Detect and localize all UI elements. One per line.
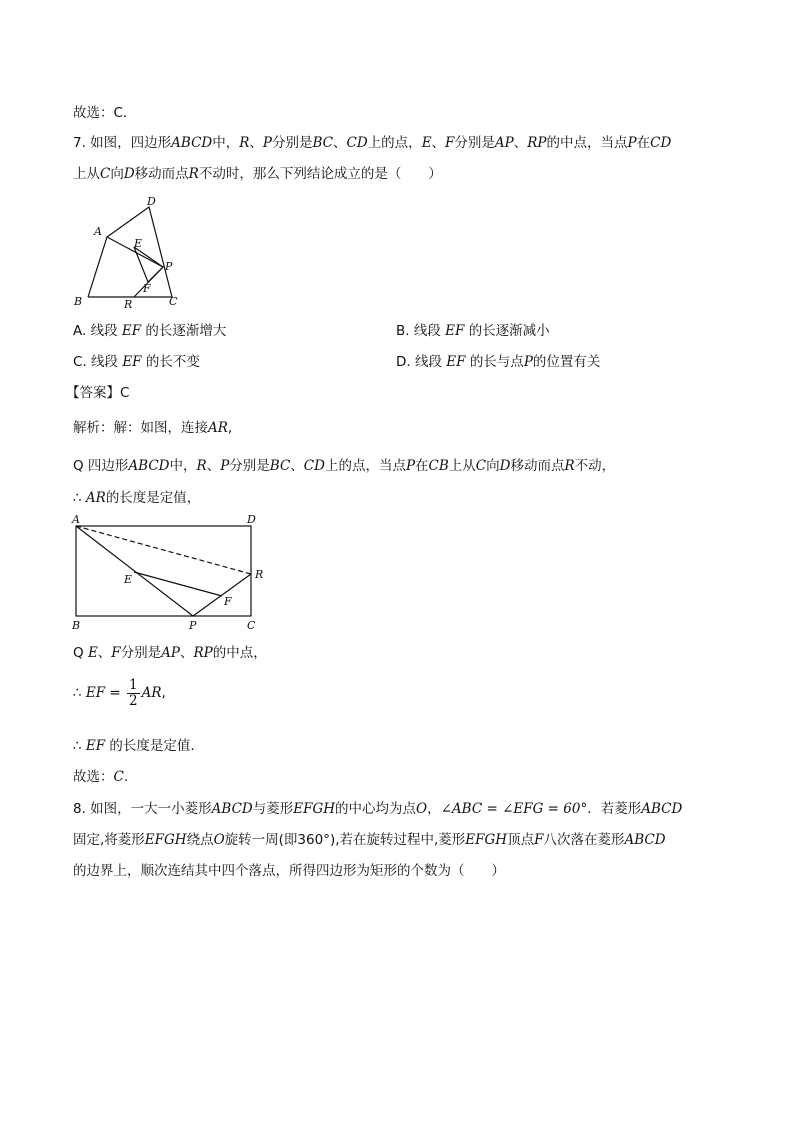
therefore-line-1: ∴ AR的长度是定值， — [73, 490, 201, 506]
fig1-label-a: A — [94, 225, 102, 238]
because-line-2: Q E、F分别是AP、RP的中点， — [73, 645, 267, 661]
fig2-label-p: P — [189, 619, 197, 632]
because-line-1: Q 四边形ABCD中，R、P分别是BC、CD上的点，当点P在CB上从C向D移动而点R不动， — [73, 458, 616, 474]
therefore-line-2: ∴ EF = $\frac{1}{2}$ AR, — [73, 676, 166, 709]
fig1-label-c: C — [169, 295, 178, 308]
fig2-label-e: E — [124, 573, 133, 586]
fig1-label-f: F — [143, 282, 151, 295]
fig2-label-c: C — [247, 619, 256, 632]
q7-figure — [68, 193, 188, 313]
q7-line1: 7. 如图，四边形ABCD中，R、P分别是BC、CD上的点，E、F分别是AP、RP的中点，当点P在CD — [73, 135, 672, 151]
answer-line: 【答案】C — [66, 385, 130, 401]
fig1-label-b: B — [74, 295, 83, 308]
fig1-label-r: R — [124, 298, 133, 311]
prev-choice-line: 故选：C． — [73, 105, 137, 121]
fig1-label-d: D — [147, 195, 156, 208]
fig2-label-r: R — [255, 568, 264, 581]
analysis-line: 解析：解：如图，连接AR, — [73, 420, 233, 436]
option-c[interactable]: C. 线段 EF 的长不变 — [73, 354, 200, 370]
q8-line1: 8. 如图，一大一小菱形ABCD与菱形EFGH的中心均为点O，∠ABC = ∠EFG = 60°．若菱形ABCD — [73, 801, 683, 817]
fig2-label-d: D — [247, 513, 256, 526]
q7-solution-figure — [68, 512, 278, 634]
q8-line3: 的边界上，顺次连结其中四个落点，所得四边形为矩形的个数为（ ） — [73, 863, 505, 879]
fig2-label-b: B — [72, 619, 81, 632]
option-d[interactable]: D. 线段 EF 的长与点P的位置有关 — [396, 354, 601, 370]
therefore-line-3: ∴ EF 的长度是定值. — [73, 738, 195, 754]
choose-line: 故选：C. — [73, 769, 129, 785]
fig2-label-f: F — [224, 595, 232, 608]
one-half-fraction: $\frac{1}{2}$ — [129, 676, 138, 709]
q7-line2: 上从C向D移动而点R不动时，那么下列结论成立的是（ ） — [73, 166, 442, 182]
fig1-label-e: E — [134, 237, 143, 250]
q8-line2: 固定,将菱形EFGH绕点O旋转一周(即360°),若在旋转过程中,菱形EFGH顶点F八次落在菱形ABCD — [73, 832, 666, 848]
option-b[interactable]: B. 线段 EF 的长逐渐减小 — [396, 323, 550, 339]
fig1-label-p: P — [165, 260, 173, 273]
option-a[interactable]: A. 线段 EF 的长逐渐增大 — [73, 323, 227, 339]
fig2-label-a: A — [72, 513, 80, 526]
